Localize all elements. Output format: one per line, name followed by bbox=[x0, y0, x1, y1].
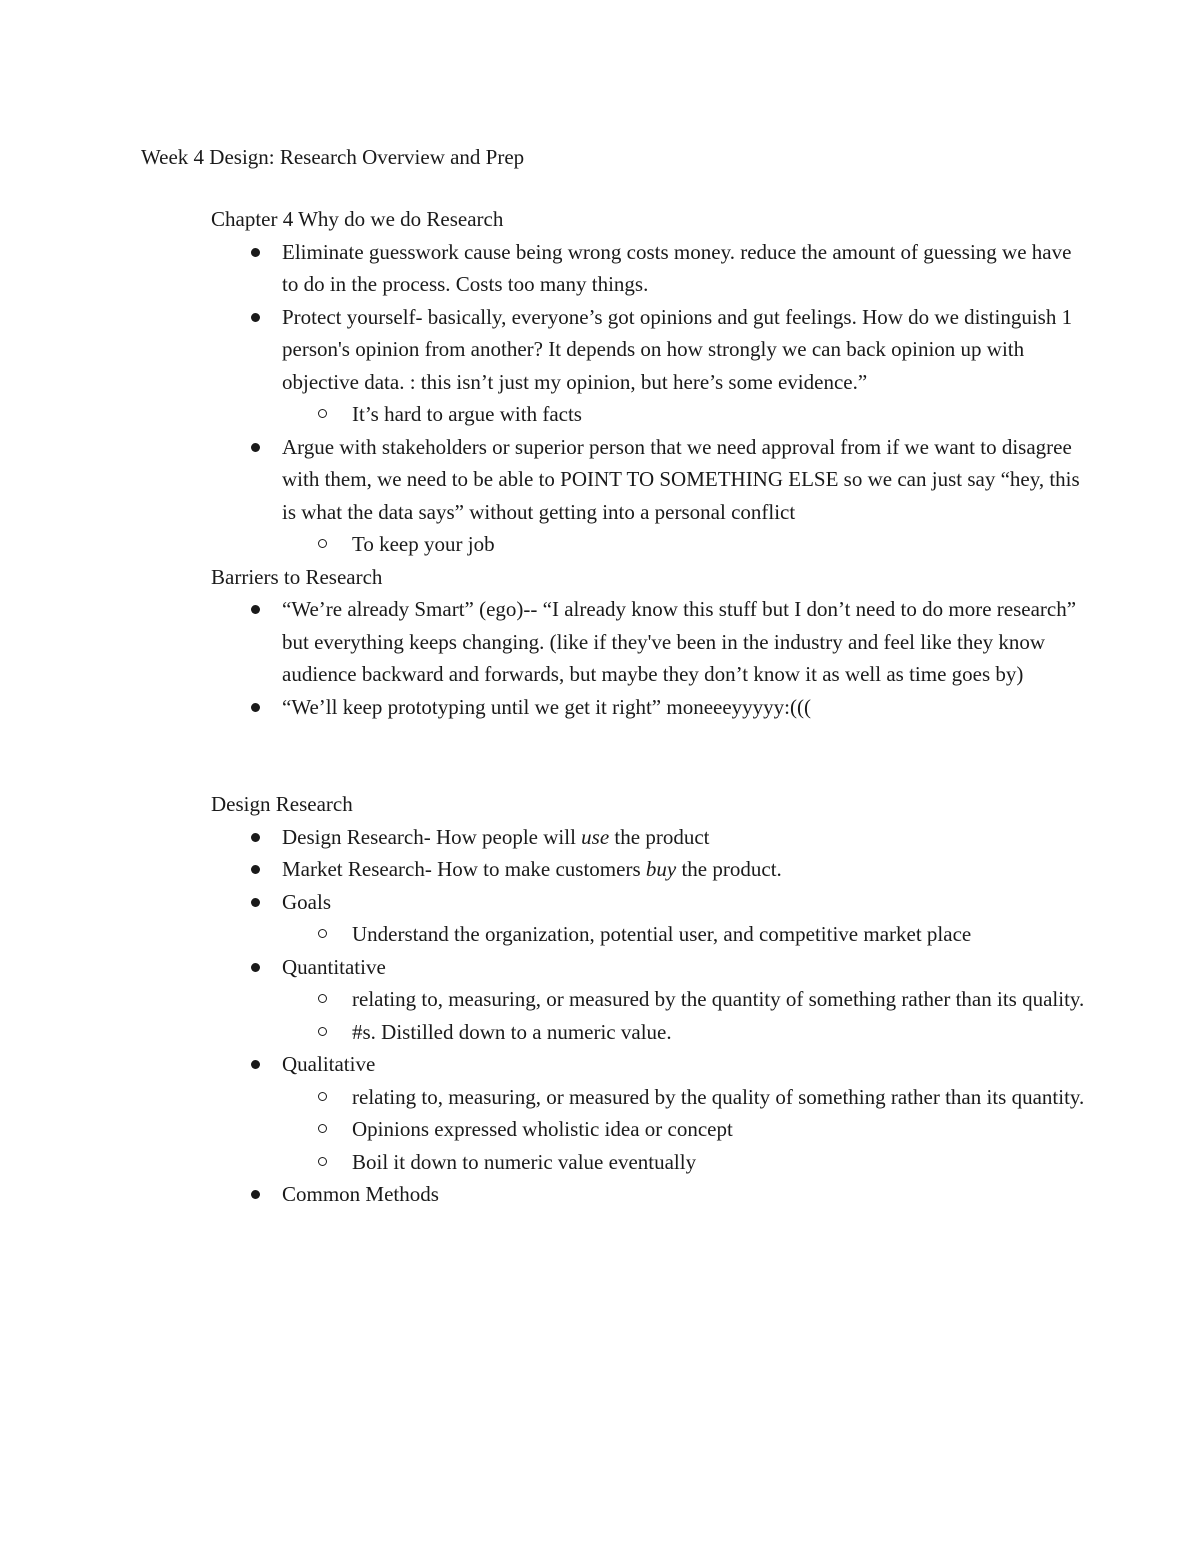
hollow-bullet-icon bbox=[318, 929, 327, 938]
sub-list-item bbox=[282, 1146, 1091, 1179]
sub-bullet-list bbox=[282, 398, 1091, 431]
sub-list-item-text: It’s hard to argue with facts bbox=[352, 402, 582, 426]
sub-list-item-text: #s. Distilled down to a numeric value. bbox=[352, 1019, 672, 1044]
bullet-list bbox=[211, 236, 1091, 561]
sub-list-item-text: relating to, measuring, or measured by the quality of something rather than its quantity. bbox=[352, 1084, 1085, 1109]
document-body bbox=[211, 203, 1091, 1211]
hollow-bullet-icon bbox=[318, 1157, 327, 1166]
sub-list-item-text: Opinions expressed wholistic idea or concept bbox=[352, 1117, 733, 1141]
hollow-bullet-icon bbox=[318, 1092, 327, 1101]
hollow-bullet-icon bbox=[318, 1124, 327, 1133]
emphasis-text: use bbox=[581, 824, 610, 849]
list-item-text bbox=[282, 825, 709, 849]
filled-bullet-icon bbox=[251, 605, 260, 614]
list-item-text: Goals bbox=[282, 889, 331, 914]
page-title: Week 4 Design: Research Overview and Prep bbox=[141, 145, 525, 169]
filled-bullet-icon bbox=[251, 963, 260, 972]
blank-space bbox=[211, 723, 1091, 788]
filled-bullet-icon bbox=[251, 443, 260, 452]
list-item-text: Common Methods bbox=[282, 1182, 439, 1206]
filled-bullet-icon bbox=[251, 898, 260, 907]
section-heading-design-research: Design Research bbox=[211, 792, 353, 816]
filled-bullet-icon bbox=[251, 1190, 260, 1199]
list-item bbox=[211, 691, 1091, 724]
hollow-bullet-icon bbox=[318, 1027, 327, 1036]
sub-bullet-list bbox=[282, 528, 1091, 561]
list-item bbox=[211, 236, 1091, 301]
list-item bbox=[211, 853, 1091, 886]
hollow-bullet-icon bbox=[318, 409, 327, 418]
list-item-text: Eliminate guesswork cause being wrong costs money. reduce the amount of guessing we have to do in the process. Costs too many things. bbox=[282, 239, 1072, 296]
sub-list-item bbox=[282, 528, 1091, 561]
list-item-text: Qualitative bbox=[282, 1052, 376, 1076]
text-run: the product. bbox=[676, 857, 782, 881]
list-item bbox=[211, 1048, 1091, 1178]
bullet-list bbox=[211, 821, 1091, 1211]
sub-list-item-text: To keep your job bbox=[352, 532, 495, 556]
list-item-text: “We’ll keep prototyping until we get it right” moneeeyyyyy:((( bbox=[282, 694, 811, 719]
list-item bbox=[211, 821, 1091, 854]
sub-list-item bbox=[282, 1113, 1091, 1146]
list-item-text: Protect yourself- basically, everyone’s got opinions and gut feelings. How do we distinguish 1 person's opinion from another? It depends on how strongly we can back opinion up with objective data. : this isn’t just my opinion, but here’s some evidence.” bbox=[282, 304, 1073, 394]
list-item-text: “We’re already Smart” (ego)-- “I already know this stuff but I don’t need to do more research” but everything keeps changing. (like if they've been in the industry and feel like they know audience backward and forwards, but maybe they don’t know it as well as time goes by) bbox=[282, 597, 1077, 686]
filled-bullet-icon bbox=[251, 703, 260, 712]
filled-bullet-icon bbox=[251, 248, 260, 257]
section-heading-why-research: Chapter 4 Why do we do Research bbox=[211, 207, 504, 231]
list-item bbox=[211, 431, 1091, 561]
sub-list-item bbox=[282, 1081, 1091, 1114]
sub-bullet-list bbox=[282, 983, 1091, 1048]
filled-bullet-icon bbox=[251, 865, 260, 874]
hollow-bullet-icon bbox=[318, 539, 327, 548]
list-item bbox=[211, 886, 1091, 951]
list-item-text: Quantitative bbox=[282, 954, 386, 979]
sub-list-item bbox=[282, 398, 1091, 431]
emphasis-text: buy bbox=[645, 857, 677, 881]
sub-list-item bbox=[282, 983, 1091, 1016]
list-item bbox=[211, 593, 1091, 691]
hollow-bullet-icon bbox=[318, 994, 327, 1003]
list-item-text: Argue with stakeholders or superior person that we need approval from if we want to disagree with them, we need to be able to POINT TO SOMETHING ELSE so we can just say “hey, this is what the data says” without getting into a personal conflict bbox=[282, 434, 1080, 524]
sub-list-item bbox=[282, 918, 1091, 951]
text-run: the product bbox=[609, 824, 710, 849]
text-run: Design Research- How people will bbox=[282, 824, 582, 849]
text-run: Market Research- How to make customers bbox=[282, 857, 646, 881]
section-heading-barriers: Barriers to Research bbox=[211, 564, 383, 589]
filled-bullet-icon bbox=[251, 313, 260, 322]
sub-list-item-text: relating to, measuring, or measured by the quantity of something rather than its quality. bbox=[352, 987, 1085, 1011]
bullet-list bbox=[211, 593, 1091, 723]
sub-list-item-text: Boil it down to numeric value eventually bbox=[352, 1149, 697, 1174]
sub-bullet-list bbox=[282, 918, 1091, 951]
filled-bullet-icon bbox=[251, 833, 260, 842]
sub-list-item bbox=[282, 1016, 1091, 1049]
sub-bullet-list bbox=[282, 1081, 1091, 1179]
list-item bbox=[211, 951, 1091, 1049]
sub-list-item-text: Understand the organization, potential user, and competitive market place bbox=[352, 922, 972, 946]
list-item bbox=[211, 301, 1091, 431]
list-item-text bbox=[282, 857, 782, 881]
list-item bbox=[211, 1178, 1091, 1211]
filled-bullet-icon bbox=[251, 1060, 260, 1069]
